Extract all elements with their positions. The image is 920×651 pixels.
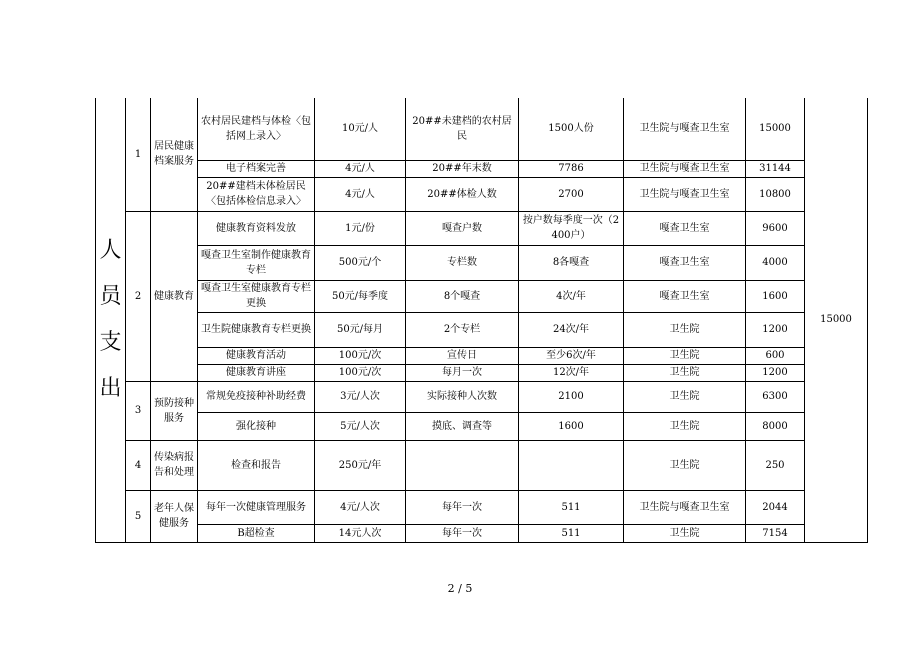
unit-cell: 嘎查卫生室 (624, 211, 746, 245)
group-no: 1 (126, 98, 151, 211)
unit-cell: 卫生院与嘎查卫生室 (624, 160, 746, 177)
amount-cell: 10800 (746, 177, 805, 211)
page-number: 2 / 5 (447, 582, 473, 595)
price-cell: 1元/份 (315, 211, 406, 245)
price-cell: 100元/次 (315, 364, 406, 381)
item-cell: 健康教育资料发放 (198, 211, 315, 245)
group-name: 老年人保健服务 (151, 490, 198, 542)
price-cell: 3元/人次 (315, 381, 406, 412)
group-name: 预防接种服务 (151, 381, 198, 440)
qty-cell: 511 (519, 490, 624, 524)
price-cell: 4元/人 (315, 177, 406, 211)
unit-cell: 嘎查卫生室 (624, 280, 746, 312)
amount-cell: 1200 (746, 364, 805, 381)
basis-cell: 摸底、调查等 (406, 412, 519, 440)
amount-cell: 8000 (746, 412, 805, 440)
amount-cell: 250 (746, 440, 805, 490)
basis-cell: 20##未建档的农村居民 (406, 98, 519, 160)
group-name: 传染病报告和处理 (151, 440, 198, 490)
item-cell: 健康教育讲座 (198, 364, 315, 381)
qty-cell: 12次/年 (519, 364, 624, 381)
unit-cell: 卫生院 (624, 381, 746, 412)
amount-cell: 4000 (746, 245, 805, 280)
unit-cell: 卫生院 (624, 312, 746, 347)
qty-cell: 2100 (519, 381, 624, 412)
qty-cell: 8各嘎查 (519, 245, 624, 280)
basis-cell: 专栏数 (406, 245, 519, 280)
basis-cell: 每年一次 (406, 490, 519, 524)
item-cell: B超检查 (198, 524, 315, 542)
amount-cell: 31144 (746, 160, 805, 177)
price-cell: 4元/人次 (315, 490, 406, 524)
item-cell: 健康教育活动 (198, 347, 315, 364)
price-cell: 50元/每月 (315, 312, 406, 347)
qty-cell (519, 440, 624, 490)
qty-cell: 至少6次/年 (519, 347, 624, 364)
price-cell: 500元/个 (315, 245, 406, 280)
item-cell: 农村居民建档与体检〈包括网上录入〉 (198, 98, 315, 160)
category-cell: 人员支出 (96, 98, 126, 542)
item-cell: 常规免疫接种补助经费 (198, 381, 315, 412)
unit-cell: 卫生院与嘎查卫生室 (624, 490, 746, 524)
item-cell: 嘎查卫生室制作健康教育专栏 (198, 245, 315, 280)
unit-cell: 嘎查卫生室 (624, 245, 746, 280)
amount-cell: 1200 (746, 312, 805, 347)
basis-cell: 2个专栏 (406, 312, 519, 347)
qty-cell: 511 (519, 524, 624, 542)
item-cell: 卫生院健康教育专栏更换 (198, 312, 315, 347)
item-cell: 20##建档未体检居民〈包括体检信息录入〉 (198, 177, 315, 211)
group-no: 3 (126, 381, 151, 440)
qty-cell: 1600 (519, 412, 624, 440)
qty-cell: 2700 (519, 177, 624, 211)
unit-cell: 卫生院与嘎查卫生室 (624, 98, 746, 160)
qty-cell: 1500人份 (519, 98, 624, 160)
qty-cell: 4次/年 (519, 280, 624, 312)
price-cell: 250元/年 (315, 440, 406, 490)
unit-cell: 卫生院 (624, 347, 746, 364)
unit-cell: 卫生院 (624, 412, 746, 440)
total-cell: 15000 (805, 98, 868, 542)
qty-cell: 按户数每季度一次（2400户） (519, 211, 624, 245)
amount-cell: 6300 (746, 381, 805, 412)
amount-cell: 15000 (746, 98, 805, 160)
amount-cell: 1600 (746, 280, 805, 312)
basis-cell (406, 440, 519, 490)
qty-cell: 7786 (519, 160, 624, 177)
amount-cell: 600 (746, 347, 805, 364)
basis-cell: 实际接种人次数 (406, 381, 519, 412)
price-cell: 5元/人次 (315, 412, 406, 440)
group-no: 5 (126, 490, 151, 542)
unit-cell: 卫生院 (624, 440, 746, 490)
basis-cell: 宣传日 (406, 347, 519, 364)
group-no: 2 (126, 211, 151, 381)
price-cell: 50元/每季度 (315, 280, 406, 312)
group-name: 居民健康档案服务 (151, 98, 198, 211)
group-no: 4 (126, 440, 151, 490)
item-cell: 电子档案完善 (198, 160, 315, 177)
price-cell: 14元人次 (315, 524, 406, 542)
basis-cell: 每年一次 (406, 524, 519, 542)
basis-cell: 20##体检人数 (406, 177, 519, 211)
unit-cell: 卫生院 (624, 364, 746, 381)
amount-cell: 7154 (746, 524, 805, 542)
unit-cell: 卫生院与嘎查卫生室 (624, 177, 746, 211)
basis-cell: 每月一次 (406, 364, 519, 381)
amount-cell: 2044 (746, 490, 805, 524)
expense-table-container (95, 98, 868, 543)
item-cell: 强化接种 (198, 412, 315, 440)
basis-cell: 8个嘎查 (406, 280, 519, 312)
item-cell: 每年一次健康管理服务 (198, 490, 315, 524)
amount-cell: 9600 (746, 211, 805, 245)
expense-table (95, 98, 868, 543)
group-name: 健康教育 (151, 211, 198, 381)
price-cell: 10元/人 (315, 98, 406, 160)
basis-cell: 20##年末数 (406, 160, 519, 177)
unit-cell: 卫生院 (624, 524, 746, 542)
item-cell: 检查和报告 (198, 440, 315, 490)
qty-cell: 24次/年 (519, 312, 624, 347)
item-cell: 嘎查卫生室健康教育专栏更换 (198, 280, 315, 312)
price-cell: 100元/次 (315, 347, 406, 364)
basis-cell: 嘎查户数 (406, 211, 519, 245)
price-cell: 4元/人 (315, 160, 406, 177)
